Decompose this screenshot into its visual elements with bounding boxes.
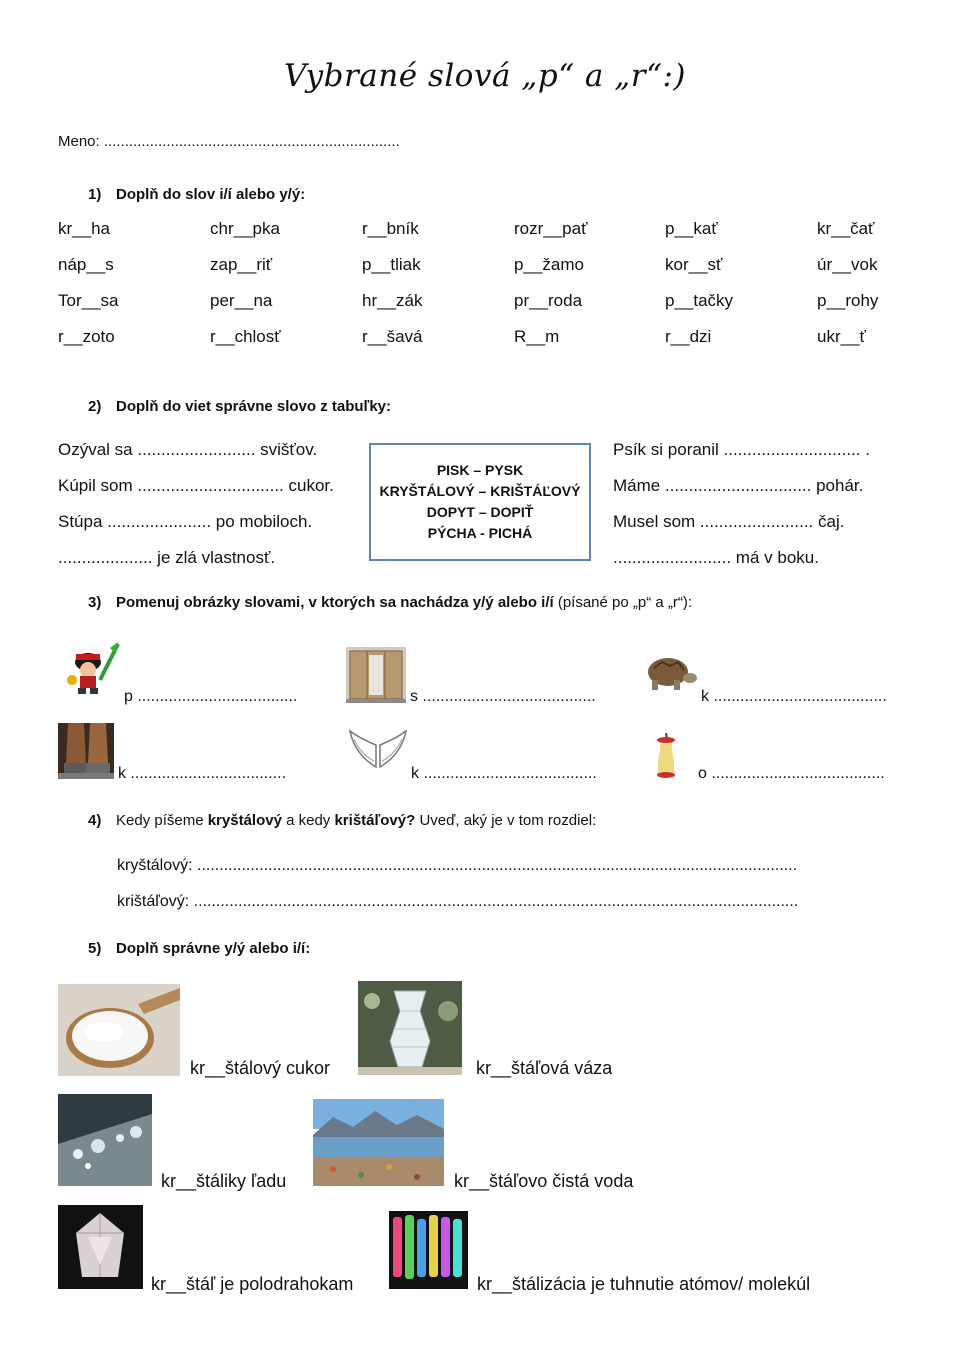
- word-cell[interactable]: hr__zák: [362, 291, 423, 310]
- picture-answer[interactable]: k .......................................: [701, 688, 887, 705]
- task2-heading: [88, 398, 391, 415]
- task3-heading-suffix: (písané po „p“ a „r“):: [553, 594, 693, 611]
- task4-heading: [88, 812, 596, 829]
- apple-core-picture: [651, 733, 681, 779]
- sentence-right[interactable]: ......................... má v boku.: [613, 548, 819, 567]
- word-cell[interactable]: úr__vok: [817, 255, 878, 274]
- word-cell[interactable]: kr__ha: [58, 219, 110, 238]
- wings-picture: [348, 727, 408, 773]
- rock-candy-picture: [389, 1211, 468, 1289]
- task2-heading-text: Doplň do viet správne slovo z tabuľky:: [116, 398, 391, 415]
- word-cell[interactable]: kor__sť: [665, 255, 723, 274]
- word-cell[interactable]: per__na: [210, 291, 273, 310]
- word-table-box: [369, 443, 591, 561]
- task1-number: 1): [88, 186, 102, 203]
- fill-item[interactable]: kr__štálový cukor: [190, 1058, 331, 1078]
- task4-suffix: Uveď, aký je v tom rozdiel:: [415, 812, 597, 829]
- word-cell[interactable]: r__dzi: [665, 327, 712, 346]
- name-field[interactable]: Meno: .......................................................................: [58, 133, 400, 150]
- task1-heading: [88, 186, 305, 203]
- sentence-left[interactable]: .................... je zlá vlastnosť.: [58, 548, 276, 567]
- picture-answer[interactable]: k ...................................: [118, 765, 287, 782]
- ice-crystals-picture: [58, 1094, 152, 1186]
- task3-number: 3): [88, 594, 102, 611]
- fill-item[interactable]: kr__štáliky ľadu: [161, 1171, 287, 1191]
- word-cell[interactable]: pr__roda: [514, 291, 583, 310]
- task2-number: 2): [88, 398, 102, 415]
- picture-answer[interactable]: s .......................................: [410, 688, 596, 705]
- task4-prefix: Kedy píšeme: [116, 812, 208, 829]
- sentence-right[interactable]: Musel som ........................ čaj.: [613, 512, 845, 531]
- word-cell[interactable]: náp__s: [58, 255, 114, 274]
- task3-heading: [88, 594, 692, 611]
- word-cell[interactable]: r__bník: [362, 219, 419, 238]
- task3-heading-text: Pomenuj obrázky slovami, v ktorých sa nachádza y/ý alebo i/í: [116, 594, 554, 611]
- crystal-vase-picture: [358, 981, 462, 1075]
- word-cell[interactable]: rozr__pať: [514, 219, 588, 238]
- word-pair: PISK – PYSK: [436, 462, 524, 478]
- sentence-right[interactable]: Máme ............................... pohár.: [613, 476, 864, 495]
- word-cell[interactable]: R__m: [514, 327, 560, 346]
- task5-heading-text: Doplň správne y/ý alebo i/í:: [116, 940, 311, 957]
- fill-item[interactable]: kr__štálizácia je tuhnutie atómov/ molekúl: [477, 1274, 811, 1294]
- quartz-crystal-picture: [58, 1205, 143, 1289]
- picture-answer[interactable]: o .......................................: [698, 765, 885, 782]
- task1-heading-text: Doplň do slov i/í alebo y/ý:: [116, 186, 306, 203]
- word-pair: PÝCHA - PICHÁ: [427, 525, 533, 541]
- word-cell[interactable]: ukr__ť: [817, 327, 866, 346]
- fill-item[interactable]: kr__štáľovo čistá voda: [454, 1171, 634, 1191]
- page-title: Vybrané slová „p“ a „r“:): [284, 58, 686, 94]
- task4-word2: krištáľový?: [334, 812, 416, 829]
- word-cell[interactable]: p__žamo: [514, 255, 584, 274]
- word-cell[interactable]: zap__riť: [210, 255, 273, 274]
- word-pair: KRYŠTÁLOVÝ – KRIŠTÁĽOVÝ: [379, 483, 581, 499]
- pirate-picture: [62, 640, 122, 696]
- answer-line-krištáľový[interactable]: krištáľový: ........................................................................................................................................: [117, 893, 799, 910]
- fill-item[interactable]: kr__štáľ je polodrahokam: [151, 1274, 354, 1294]
- word-cell[interactable]: chr__pka: [210, 219, 280, 238]
- wardrobe-picture: [346, 647, 406, 703]
- task4-number: 4): [88, 812, 102, 829]
- picture-answer[interactable]: k .......................................: [411, 765, 597, 782]
- word-cell[interactable]: r__chlosť: [210, 327, 281, 346]
- answer-line-kryštálový[interactable]: kryštálový: .......................................................................................................................................: [117, 857, 798, 874]
- hoof-picture: [58, 723, 114, 779]
- sentence-left[interactable]: Stúpa ...................... po mobiloch.: [58, 512, 313, 531]
- word-cell[interactable]: p__kať: [665, 219, 718, 238]
- word-cell[interactable]: r__šavá: [362, 327, 423, 346]
- word-cell[interactable]: p__tliak: [362, 255, 421, 274]
- word-pair: DOPYT – DOPIŤ: [426, 504, 534, 520]
- turtle-picture: [640, 654, 698, 694]
- task4-middle: a kedy: [281, 812, 335, 829]
- task5-number: 5): [88, 940, 102, 957]
- task5-heading: [88, 940, 310, 957]
- word-cell[interactable]: p__rohy: [817, 291, 879, 310]
- word-cell[interactable]: Tor__sa: [58, 291, 119, 310]
- word-cell[interactable]: r__zoto: [58, 327, 115, 346]
- word-cell[interactable]: kr__čať: [817, 219, 875, 238]
- sentence-left[interactable]: Kúpil som ............................... cukor.: [58, 476, 334, 495]
- word-cell[interactable]: p__tačky: [665, 291, 734, 310]
- picture-answer[interactable]: p ....................................: [124, 688, 298, 705]
- clear-lake-picture: [313, 1099, 444, 1186]
- sentence-left[interactable]: Ozýval sa ......................... svišťov.: [58, 440, 318, 459]
- sentence-right[interactable]: Psík si poranil ............................. .: [613, 440, 870, 459]
- sugar-spoon-picture: [58, 984, 180, 1076]
- task4-word1: kryštálový: [207, 812, 282, 829]
- fill-item[interactable]: kr__štáľová váza: [476, 1058, 613, 1078]
